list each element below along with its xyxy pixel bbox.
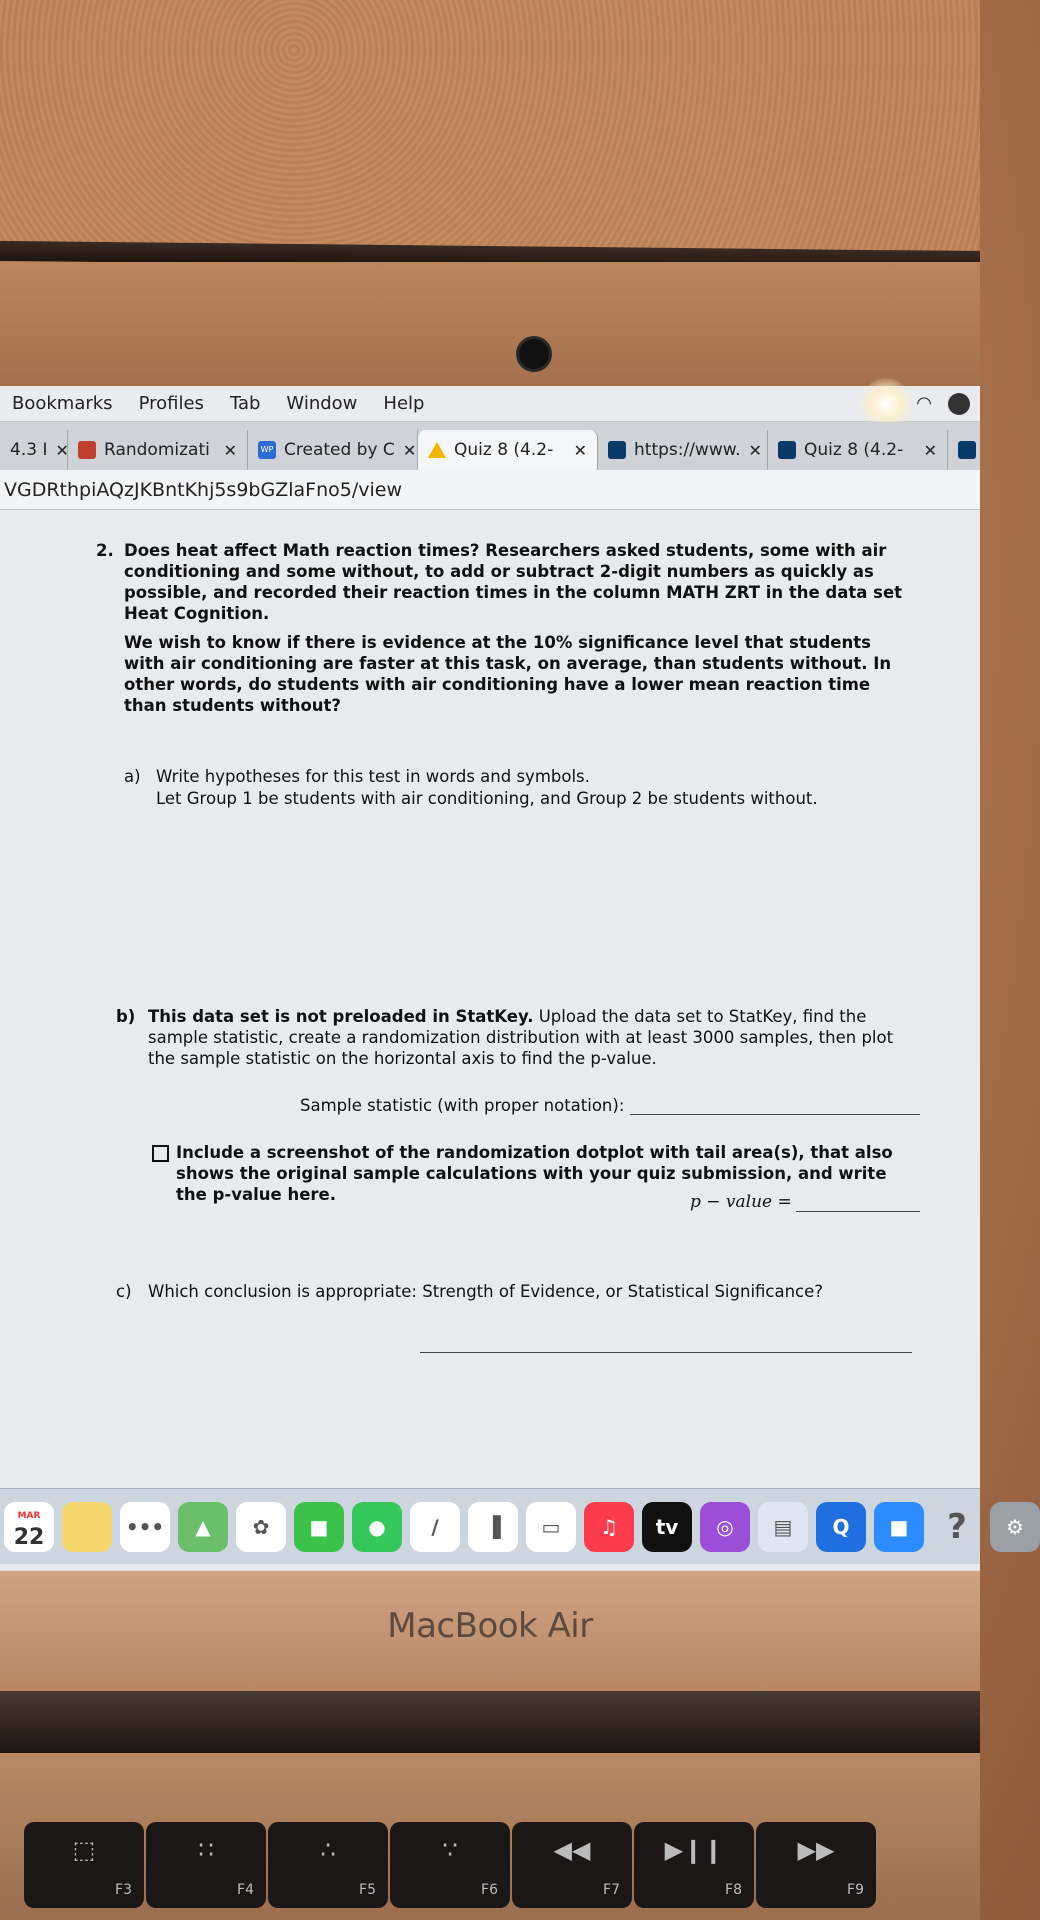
p-value-field [690,1192,920,1212]
close-icon[interactable]: ✕ [402,440,417,460]
dock [0,1488,1024,1564]
tab-label: https://www. [634,440,741,460]
question-text: Does heat affect Math reaction times? Researchers asked students, some with air conditioning and some without, to add or subtract 2-digit numbers as quickly as possible, and recorded their reaction times in the column MATH ZRT in the data set Heat Cognition. [124,541,903,623]
p-value-label: p − value = [690,1192,792,1212]
webcam [516,336,552,372]
key-f7[interactable] [512,1822,632,1908]
notes-icon[interactable] [62,1502,112,1552]
tab-overflow[interactable] [948,430,980,470]
key-label: F3 [115,1882,132,1898]
question-number: 2. [96,541,114,560]
tab-label: Quiz 8 (4.2- [804,440,904,460]
close-icon[interactable]: ✕ [748,440,762,460]
key-symbol: ◀◀ [553,1836,591,1864]
messages-icon[interactable]: ● [352,1502,402,1552]
part-c-text: Which conclusion is appropriate: Strength of Evidence, or Statistical Significance? [148,1282,824,1301]
part-b-bold: This data set is not preloaded in StatKey. [148,1007,534,1026]
settings-icon[interactable]: ⚙ [990,1502,1040,1552]
key-f5[interactable] [268,1822,388,1908]
statkey-icon [78,441,96,459]
answer-line [630,1096,920,1115]
answer-line [796,1193,920,1212]
url-text[interactable]: VGDRthpiAQzJKBntKhj5s9bGZlaFno5/view [4,478,402,501]
key-label: F7 [603,1882,620,1898]
key-label: F9 [847,1882,864,1898]
menu-tab[interactable]: Tab [229,393,261,414]
drive-icon [428,442,446,458]
menu-bar [0,386,980,422]
tab-1[interactable] [0,430,68,470]
tab-strip [0,422,980,470]
zoom-icon[interactable]: ■ [874,1502,924,1552]
calendar-icon[interactable] [4,1502,54,1552]
sample-statistic-field [300,1096,920,1115]
part-b [116,1006,916,1069]
menu-window[interactable]: Window [286,393,358,414]
key-symbol: ∵ [442,1836,458,1864]
key-f9[interactable] [756,1822,876,1908]
podcasts-icon[interactable]: ◎ [700,1502,750,1552]
help-icon[interactable]: ? [947,1506,967,1547]
key-f6[interactable] [390,1822,510,1908]
tab-label: Created by C [284,440,395,460]
close-icon[interactable]: ✕ [223,440,237,460]
laptop-hinge [0,1691,980,1753]
part-a [124,766,904,810]
wp-icon: WP [258,441,276,459]
screen-bezel [0,262,980,392]
numbers-icon[interactable]: ▐ [468,1502,518,1552]
tab-created-by[interactable] [248,430,418,470]
menu-profiles[interactable]: Profiles [138,393,204,414]
key-symbol: ∷ [198,1836,214,1864]
key-label: F4 [237,1882,254,1898]
tab-label: Randomizati [104,440,210,460]
question-context: We wish to know if there is evidence at the 10% significance level that students with air conditioning are faster at this task, on average, than students without. In other words, do students with air conditioning have a lower mean reaction time than students without? [124,633,892,715]
tab-https[interactable] [598,430,768,470]
canvas-icon [778,441,796,459]
canvas-icon [608,441,626,459]
tab-randomization[interactable] [68,430,248,470]
key-label: F5 [359,1882,376,1898]
key-symbol: ▶▶ [797,1836,835,1864]
part-a-label: a) [124,767,141,786]
calendar-day: 22 [13,1524,45,1550]
close-icon[interactable]: ✕ [55,440,69,460]
tab-label: 4.3 I [10,440,48,460]
key-f4[interactable] [146,1822,266,1908]
answer-line [420,1352,912,1353]
key-symbol: ⬚ [72,1836,96,1864]
reminders-icon[interactable]: ••• [120,1502,170,1552]
facetime-icon[interactable]: ■ [294,1502,344,1552]
key-symbol: ▶❙❙ [664,1836,724,1864]
tab-label: Quiz 8 (4.2- [454,440,554,460]
appletv-icon[interactable]: tv [642,1502,692,1552]
wall-background [0,0,980,250]
part-a-instruction: Write hypotheses for this test in words and symbols. [156,767,590,786]
key-f8[interactable] [634,1822,754,1908]
music-icon[interactable]: ♫ [584,1502,634,1552]
key-symbol: ∴ [320,1836,336,1864]
part-a-groups: Let Group 1 be students with air conditioning, and Group 2 be students without. [156,789,818,808]
canvas-icon [958,441,976,459]
part-b-text: Upload the data set to StatKey, find the sample statistic, create a randomization distribution with at least 3000 samples, then plot the sample statistic on the horizontal axis to find the p-value. [148,1007,894,1068]
brand-label: MacBook Air [387,1606,593,1646]
part-c-label: c) [116,1282,132,1301]
address-bar[interactable] [0,470,980,510]
wifi-icon[interactable]: ◠ [916,393,932,414]
freeform-icon[interactable]: ∕ [410,1502,460,1552]
keynote-icon[interactable]: ▭ [526,1502,576,1552]
menu-help[interactable]: Help [383,393,425,414]
close-icon[interactable]: ✕ [923,440,937,460]
user-icon[interactable] [948,393,970,415]
screen [0,386,1024,1571]
key-label: F6 [481,1882,498,1898]
tab-quiz-active[interactable] [418,430,598,470]
calendar-month: MAR [17,1510,41,1521]
photos-icon[interactable]: ✿ [236,1502,286,1552]
document-page [0,510,980,1570]
preview-icon[interactable]: ▤ [758,1502,808,1552]
question-2 [96,540,916,624]
menu-bookmarks[interactable]: Bookmarks [12,393,113,414]
quicktime-icon[interactable]: Q [816,1502,866,1552]
key-label: F8 [725,1882,742,1898]
tab-quiz[interactable] [768,430,948,470]
close-icon[interactable]: ✕ [573,440,587,460]
screenshot-text: Include a screenshot of the randomization dotplot with tail area(s), that also shows the original sample calculations with your quiz submission, and write the p-value here. [176,1143,893,1204]
key-f3[interactable] [24,1822,144,1908]
sample-statistic-label: Sample statistic (with proper notation): [300,1096,625,1115]
checkbox[interactable] [152,1145,169,1162]
maps-icon[interactable]: ▲ [178,1502,228,1552]
part-c [116,1282,916,1301]
part-b-label: b) [116,1007,136,1026]
